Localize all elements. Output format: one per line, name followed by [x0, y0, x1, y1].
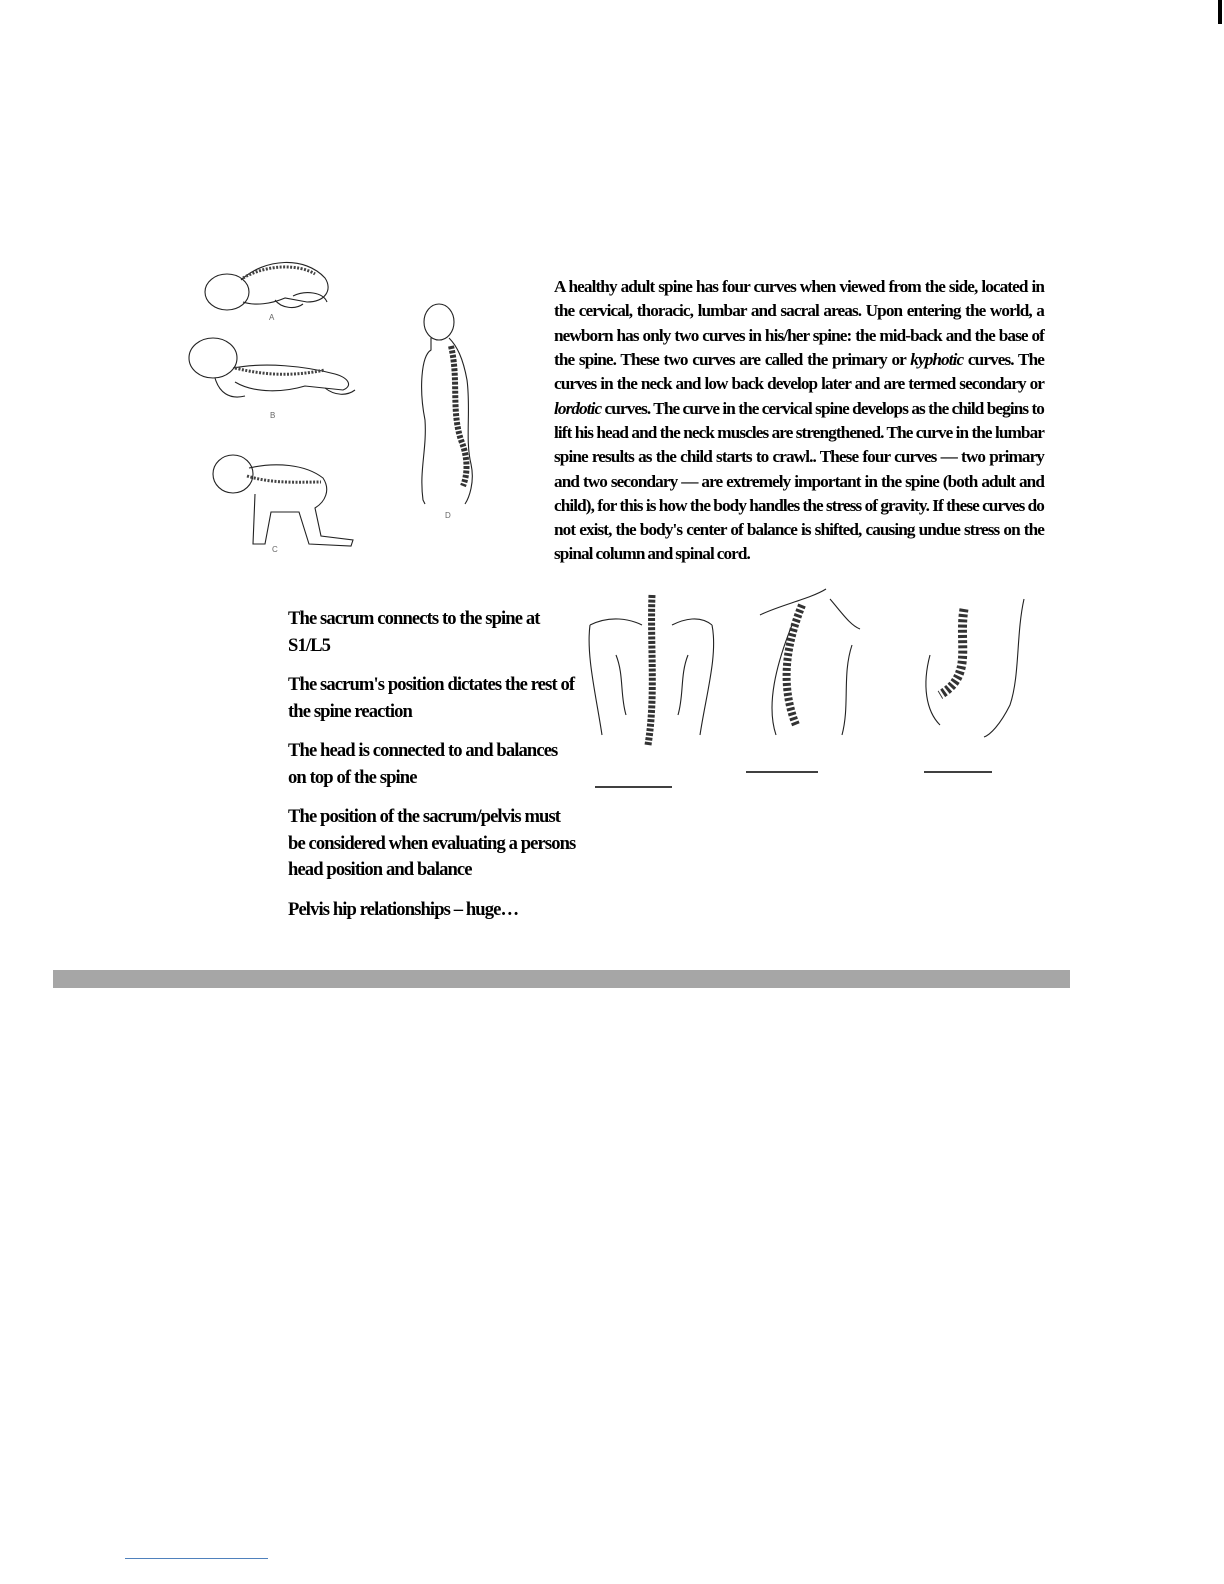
paragraph-part3: curves. The curve in the cervical spine develops as the child begins to lift his head and the neck muscles are strengthened. The curve in the lumbar spine results as the child starts to crawl.. These four curves — two primary and two secondary — are extremely important in the spine (both adult and child), for this is how the body handles the stress of gravity. If these curves do not exist, the body's center of balance is shifted, causing undue stress on the spinal column and spinal cord.: [554, 398, 1044, 564]
footnote-separator: [125, 1558, 268, 1559]
infant-curled-drawing: [205, 262, 328, 310]
list-item: The position of the sacrum/pelvis must be considered when evaluating a persons head position and balance: [288, 806, 576, 880]
infant-prone-drawing: [189, 338, 355, 397]
label-d: D: [445, 511, 451, 520]
adult-standing-drawing: [422, 304, 473, 504]
spine-development-svg: [175, 250, 515, 570]
list-item: The sacrum's position dictates the rest of the spine reaction: [288, 674, 575, 722]
paragraph-em-lordotic: lordotic: [554, 398, 602, 418]
section-divider: [53, 970, 1070, 988]
label-b: B: [270, 411, 276, 420]
page-edge-rule: [1218, 0, 1222, 24]
label-a: A: [269, 313, 275, 322]
list-item: The head is connected to and balances on top of the spine: [288, 740, 558, 788]
twisted-spine-sketch: [760, 589, 860, 735]
spine-posture-svg: [580, 585, 1060, 800]
back-view-sketch: [589, 595, 714, 745]
paragraph-em-kyphotic: kyphotic: [910, 350, 964, 370]
spine-curves-paragraph: [554, 275, 1044, 567]
paragraph-part2: curves. The curves in the neck and low back develop later and are termed secondary or: [554, 350, 1044, 394]
list-item: Pelvis hip relationships – huge…: [288, 898, 519, 920]
label-c: C: [272, 545, 278, 554]
spine-development-figure: [175, 250, 515, 570]
list-item: The sacrum connects to the spine at S1/L5: [288, 608, 540, 656]
spine-posture-figure: [580, 585, 1060, 800]
side-spine-sketch: [926, 599, 1024, 737]
infant-crawling-drawing: [213, 455, 353, 546]
sacrum-points-list: [288, 606, 578, 936]
paragraph-part1: A healthy adult spine has four curves when viewed from the side, located in the cervical, thoracic, lumbar and sacral areas. Upon entering the world, a newborn has only two curves in his/her spine: the mid-back and the base of the spine. These two curves are called the primary or: [554, 277, 1044, 370]
